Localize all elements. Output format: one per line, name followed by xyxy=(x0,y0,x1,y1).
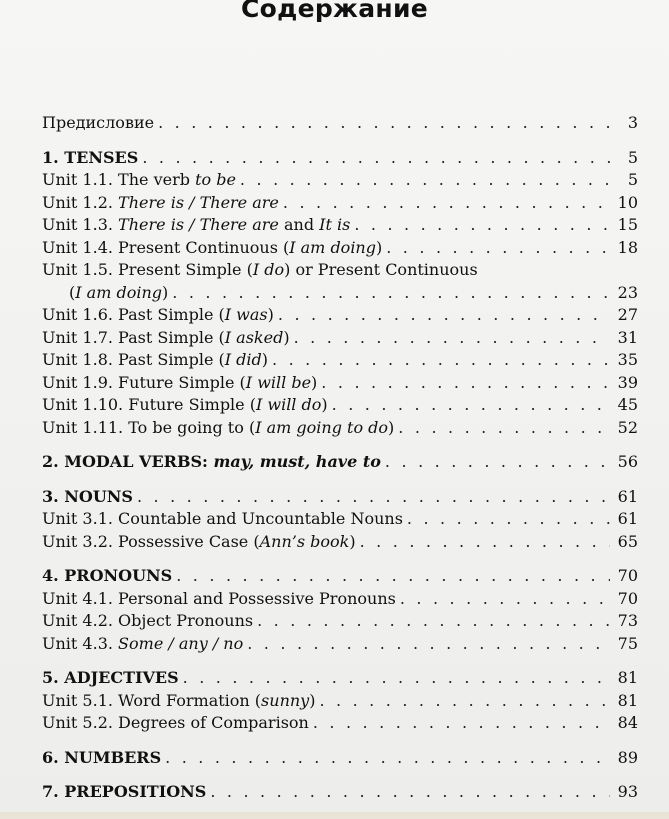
toc-dot-leader xyxy=(386,237,610,260)
toc-entry-label-part: Some / any / no xyxy=(118,633,244,653)
table-of-contents xyxy=(42,112,638,804)
toc-entry-label-part: ) xyxy=(388,417,395,437)
toc-page-number: 65 xyxy=(617,531,638,551)
toc-dot-leader xyxy=(172,282,610,305)
toc-entry-label-part: ( xyxy=(69,282,76,302)
toc-dot-leader xyxy=(176,565,610,588)
toc-dot-leader xyxy=(321,372,610,395)
toc-entry-label xyxy=(42,260,478,279)
toc-entry-label-part: ) xyxy=(162,282,169,302)
toc-page-number: 70 xyxy=(617,566,638,585)
toc-page-number: 3 xyxy=(627,113,638,132)
toc-entry-label xyxy=(42,237,382,260)
toc-entry[interactable] xyxy=(42,667,638,690)
toc-entry-label xyxy=(42,781,206,804)
page-title: Содержание xyxy=(240,0,429,23)
toc-entry[interactable] xyxy=(42,508,638,531)
toc-entry-label xyxy=(42,610,253,633)
toc-entry-label-part: Unit 5.2. Degrees of Comparison xyxy=(42,713,309,732)
toc-page-number: 70 xyxy=(617,588,638,608)
toc-page-number: 39 xyxy=(617,372,638,392)
toc-page-number: 56 xyxy=(617,452,638,471)
toc-dot-leader xyxy=(165,747,610,770)
toc-entry-label-part: I asked xyxy=(224,327,284,347)
toc-entry-label-part: ) xyxy=(267,305,274,324)
toc-page-number: 75 xyxy=(617,633,638,653)
toc-entry-label-part: ) xyxy=(311,372,318,392)
toc-dot-leader xyxy=(183,667,610,690)
toc-entry[interactable] xyxy=(42,633,638,656)
toc-page-number: 31 xyxy=(617,327,638,347)
toc-entry-label xyxy=(69,282,168,305)
toc-entry-label-part: may, must, have to xyxy=(213,452,381,471)
toc-entry-label xyxy=(42,667,179,690)
toc-entry[interactable] xyxy=(42,237,638,260)
toc-entry-label-part: Unit 1.9. Future Simple ( xyxy=(42,372,246,392)
toc-entry-label-part: I am going to do xyxy=(255,417,389,437)
toc-entry[interactable] xyxy=(42,327,638,350)
toc-page-number: 5 xyxy=(627,170,638,189)
toc-entry-label-part: Unit 5.1. Word Formation ( xyxy=(42,690,262,710)
toc-entry-label-part: Unit 1.8. Past Simple ( xyxy=(42,350,225,369)
toc-page-number: 27 xyxy=(617,305,638,324)
toc-entry-label xyxy=(42,712,309,735)
toc-entry-label xyxy=(42,169,236,192)
toc-entry-label xyxy=(42,372,317,395)
toc-entry-label-part: Предисловие xyxy=(42,113,155,132)
toc-entry-label-part: and xyxy=(278,215,320,234)
toc-dot-leader xyxy=(313,712,610,735)
toc-entry-label-part: 1. TENSES xyxy=(42,147,139,167)
toc-entry[interactable] xyxy=(42,349,638,372)
toc-page-number: 84 xyxy=(617,713,638,732)
toc-dot-leader xyxy=(332,394,610,417)
toc-entry-label xyxy=(42,486,133,509)
toc-entry[interactable] xyxy=(42,747,638,770)
toc-entry-label-part: Unit 3.1. Countable and Uncountable Nouns xyxy=(42,509,403,528)
toc-entry-label-part: Unit 1.11. To be going to ( xyxy=(42,417,256,437)
toc-entry[interactable] xyxy=(42,690,638,713)
toc-entry-label-part: I am doing xyxy=(289,237,376,257)
toc-entry-label xyxy=(42,588,396,611)
toc-page-number: 35 xyxy=(617,350,638,369)
toc-entry-label-part: Unit 1.5. Present Simple ( xyxy=(42,260,253,279)
toc-entry-label-part: It is xyxy=(319,215,351,234)
toc-entry-label-part: I did xyxy=(224,350,262,369)
toc-entry-label-part: There is / There are xyxy=(118,215,279,234)
toc-dot-leader xyxy=(137,486,610,509)
toc-page-number: 61 xyxy=(617,486,638,506)
toc-entry[interactable] xyxy=(42,486,638,509)
toc-entry-label-part: Unit 1.1. The verb xyxy=(42,170,196,189)
toc-entry-label-part: to be xyxy=(195,170,236,189)
toc-entry-label-part: I was xyxy=(224,305,268,324)
toc-page-number: 93 xyxy=(617,782,638,801)
toc-entry-label xyxy=(42,349,268,372)
toc-entry-label-part: I will do xyxy=(255,395,322,414)
toc-entry-label-part: ) xyxy=(309,690,316,710)
toc-dot-leader xyxy=(278,304,610,327)
toc-dot-leader xyxy=(294,327,610,350)
toc-entry-label-part: 7. PREPOSITIONS xyxy=(42,782,207,801)
toc-dot-leader xyxy=(360,531,610,554)
toc-dot-leader xyxy=(272,349,610,372)
toc-entry-label xyxy=(42,565,172,588)
toc-entry-label-part: Unit 1.10. Future Simple ( xyxy=(42,395,256,414)
toc-entry-label xyxy=(42,112,154,135)
toc-entry-label xyxy=(42,192,279,215)
toc-entry-label-part: Unit 4.1. Personal and Possessive Pronouns xyxy=(42,588,396,608)
toc-entry[interactable] xyxy=(42,531,638,554)
toc-page-number: 81 xyxy=(617,668,638,687)
toc-entry[interactable] xyxy=(42,147,638,170)
toc-entry[interactable] xyxy=(42,304,638,327)
toc-entry-label xyxy=(42,531,356,554)
toc-entry-label xyxy=(42,147,138,170)
toc-entry[interactable] xyxy=(42,417,638,440)
toc-entry[interactable] xyxy=(42,169,638,192)
toc-entry-label-part: ) xyxy=(261,350,269,369)
toc-entry-label-part: Unit 1.4. Present Continuous ( xyxy=(42,237,290,257)
toc-entry-label-part: 5. ADJECTIVES xyxy=(42,668,179,687)
toc-entry[interactable] xyxy=(42,372,638,395)
toc-entry-label xyxy=(42,451,381,474)
toc-entry-label-part: Unit 4.3. xyxy=(42,633,119,653)
toc-entry-label-part: Unit 1.3. xyxy=(42,215,119,234)
toc-entry-label-part: ) or Present Continuous xyxy=(284,260,478,279)
toc-entry-label xyxy=(42,690,315,713)
toc-dot-leader xyxy=(158,112,610,135)
toc-page-number: 10 xyxy=(617,192,638,212)
toc-entry-label xyxy=(42,214,350,237)
toc-entry-label-part: 6. NUMBERS xyxy=(42,747,162,767)
toc-entry-label xyxy=(42,417,394,440)
toc-entry-label xyxy=(42,633,243,656)
toc-entry-label-part: Unit 3.2. Possessive Case ( xyxy=(42,531,260,551)
toc-page-number: 89 xyxy=(617,747,638,767)
toc-page-number: 23 xyxy=(617,282,638,302)
toc-entry[interactable] xyxy=(42,192,638,215)
toc-entry-label xyxy=(42,747,161,770)
toc-entry-label xyxy=(42,394,328,417)
toc-dot-leader xyxy=(354,214,610,237)
toc-entry[interactable] xyxy=(42,588,638,611)
toc-dot-leader xyxy=(142,147,610,170)
toc-dot-leader xyxy=(283,192,610,215)
toc-entry-label-part: ) xyxy=(321,395,328,414)
toc-entry-label-part: Ann’s book xyxy=(259,531,350,551)
toc-entry[interactable] xyxy=(42,214,638,237)
page-bottom-edge xyxy=(0,812,669,819)
toc-entry-label-part: I will be xyxy=(245,372,312,392)
toc-dot-leader xyxy=(398,417,610,440)
toc-page-number: 52 xyxy=(617,417,638,437)
toc-dot-leader xyxy=(385,451,610,474)
toc-entry-label-part: I do xyxy=(252,260,285,279)
toc-entry-label-part: 2. MODAL VERBS: xyxy=(42,452,214,471)
toc-entry[interactable] xyxy=(42,394,638,417)
toc-page-number: 5 xyxy=(627,147,638,167)
toc-entry-label-part: 4. PRONOUNS xyxy=(42,566,173,585)
toc-page-number: 61 xyxy=(617,509,638,528)
toc-dot-leader xyxy=(210,781,610,804)
toc-dot-leader xyxy=(257,610,610,633)
toc-dot-leader xyxy=(247,633,610,656)
toc-entry[interactable] xyxy=(42,781,638,804)
toc-entry-label-part: Unit 1.2. xyxy=(42,192,119,212)
toc-dot-leader xyxy=(240,169,610,192)
toc-entry-label-part: Unit 1.7. Past Simple ( xyxy=(42,327,225,347)
toc-page-number: 18 xyxy=(617,237,638,257)
toc-page-number: 45 xyxy=(617,395,638,414)
toc-entry-label-part: ) xyxy=(375,237,383,257)
toc-entry-label-part: sunny xyxy=(261,690,310,710)
toc-entry[interactable] xyxy=(42,259,638,282)
toc-page-number: 81 xyxy=(617,690,638,710)
toc-dot-leader xyxy=(319,690,610,713)
toc-entry[interactable] xyxy=(42,451,638,474)
toc-entry[interactable] xyxy=(42,712,638,735)
toc-entry[interactable] xyxy=(42,112,638,135)
toc-page-number: 15 xyxy=(617,215,638,234)
toc-page-number: 73 xyxy=(617,611,638,630)
toc-entry[interactable] xyxy=(42,565,638,588)
toc-entry-label-part: ) xyxy=(349,531,356,551)
toc-entry-label-part: There is / There are xyxy=(118,192,279,212)
toc-dot-leader xyxy=(407,508,610,531)
toc-entry-label xyxy=(42,304,274,327)
toc-entry[interactable] xyxy=(42,610,638,633)
toc-entry-label-part: 3. NOUNS xyxy=(42,486,133,506)
toc-entry-label-part: Unit 1.6. Past Simple ( xyxy=(42,305,225,324)
toc-entry[interactable] xyxy=(42,282,638,305)
toc-entry-label xyxy=(42,508,403,531)
toc-entry-label-part: Unit 4.2. Object Pronouns xyxy=(42,611,254,630)
toc-dot-leader xyxy=(400,588,610,611)
toc-entry-label-part: ) xyxy=(283,327,290,347)
toc-entry-label xyxy=(42,327,290,350)
toc-entry-label-part: I am doing xyxy=(75,282,162,302)
